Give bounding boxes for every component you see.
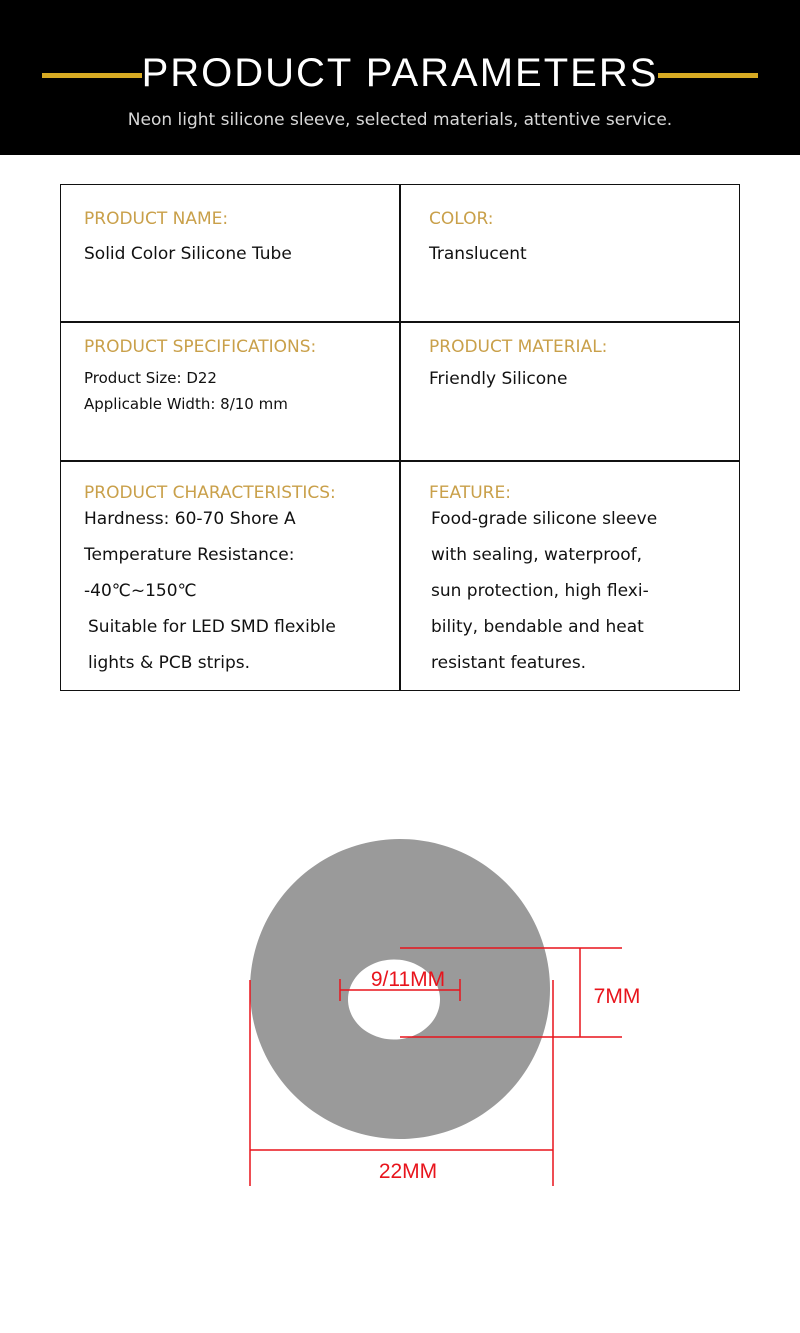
characteristics-line: -40℃~150℃ — [84, 581, 197, 601]
material-cell — [429, 335, 607, 391]
characteristics-line: Hardness: 60-70 Shore A — [84, 509, 296, 529]
feature-line: resistant features. — [431, 653, 587, 673]
feature-line: sun protection, high flexi- — [431, 581, 649, 601]
feature-line: Food-grade silicone sleeve — [431, 509, 658, 529]
inner-width-label: 9/11MM — [370, 968, 446, 991]
height-label: 7MM — [593, 985, 641, 1008]
title-accent-bar-right — [658, 73, 758, 78]
material-value: Friendly Silicone — [429, 369, 568, 389]
feature-line: with sealing, waterproof, — [431, 545, 643, 565]
characteristics-line: Temperature Resistance: — [84, 545, 295, 565]
table-divider-row-2 — [61, 460, 739, 462]
parameters-table — [60, 184, 740, 691]
product-name-value: Solid Color Silicone Tube — [84, 244, 292, 264]
table-divider-row-1 — [61, 321, 739, 323]
characteristics-line: lights & PCB strips. — [88, 653, 251, 673]
page-subtitle: Neon light silicone sleeve, selected materials, attentive service. — [127, 110, 673, 130]
tube-cross-section-diagram — [0, 800, 800, 1220]
product-name-label: PRODUCT NAME: — [84, 209, 229, 229]
characteristics-label: PRODUCT CHARACTERISTICS: — [84, 483, 336, 503]
characteristics-line: Suitable for LED SMD flexible — [88, 617, 336, 637]
spec-line: Product Size: D22 — [84, 369, 217, 387]
page-title: PRODUCT PARAMETERS — [141, 51, 659, 95]
table-divider-vertical — [399, 185, 401, 690]
color-label: COLOR: — [429, 209, 494, 229]
feature-label: FEATURE: — [429, 483, 511, 503]
header-banner — [0, 0, 800, 155]
feature-cell — [429, 481, 657, 681]
feature-line: bility, bendable and heat — [431, 617, 644, 637]
outer-diameter-label: 22MM — [378, 1160, 438, 1183]
material-label: PRODUCT MATERIAL: — [429, 337, 608, 357]
color-cell — [429, 207, 527, 266]
specifications-cell — [84, 335, 316, 417]
product-name-cell — [84, 207, 292, 266]
spec-line: Applicable Width: 8/10 mm — [84, 395, 288, 413]
specifications-label: PRODUCT SPECIFICATIONS: — [84, 337, 317, 357]
color-value: Translucent — [429, 244, 527, 264]
characteristics-cell — [84, 481, 336, 681]
